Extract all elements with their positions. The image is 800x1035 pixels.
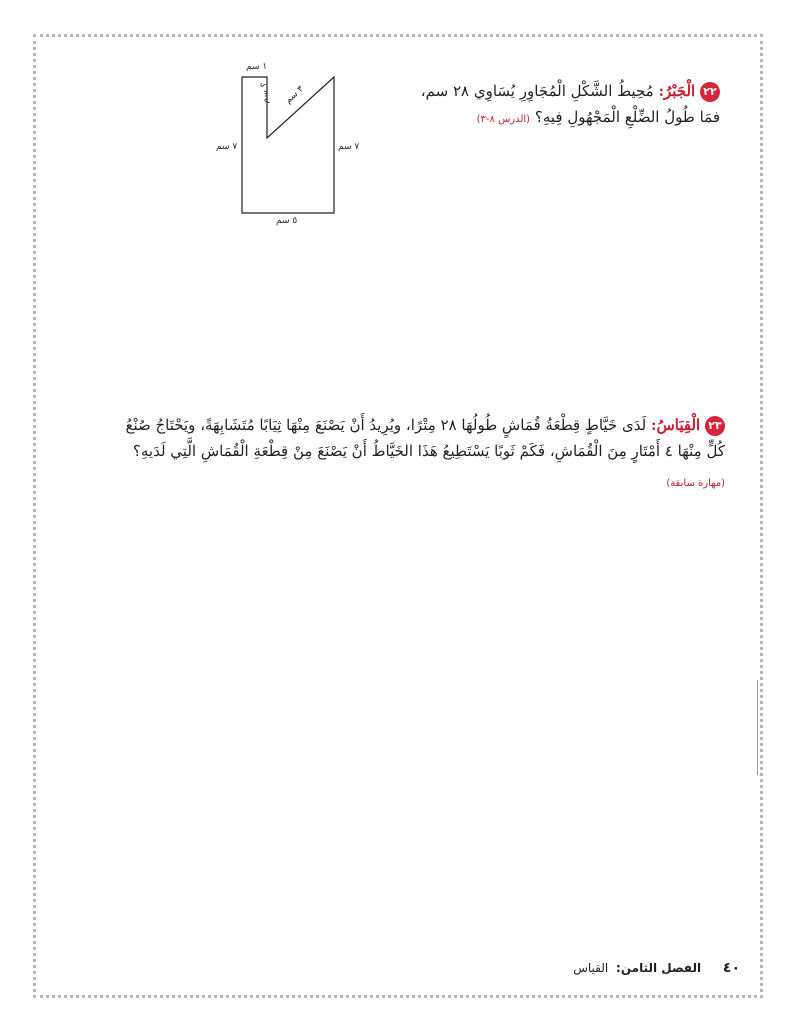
question-22-keyword: الْجَبْرُ: [658, 82, 696, 100]
perimeter-figure [210, 58, 370, 230]
question-22-reference: (الدرس ٨-٣) [476, 114, 531, 125]
question-23 [105, 412, 725, 497]
chapter-title: الفصل الثامن: [616, 961, 702, 975]
section-title: القياس [573, 961, 609, 975]
page-border [33, 34, 763, 998]
figure-label-unknown: ؟ سم [260, 82, 271, 104]
question-23-text-1: لَدَى خَيَّاطٍ قِطْعَةُ قُمَاشٍ طُولُهَا ٢٨ مِتْرًا، ويُرِيدُ أَنْ يَصْنَعَ مِنْهَا ثِيَابًا مُتَشَابِهَةً، ويَحْتَاجُ صُنْعُ [125, 416, 647, 434]
figure-label-bottom: ٥ سم [276, 216, 298, 226]
page-footer [560, 960, 740, 976]
question-22-text-1: مُحِيطُ الشَّكْلِ الْمُجَاوِرِ يُسَاوِي ٢٨ سم، [420, 82, 654, 100]
question-22-text-2: فمَا طُولُ الضِّلْعِ الْمَجْهُولِ فِيهِ؟ [534, 108, 720, 126]
question-23-keyword: الْقِيَاسُ: [650, 416, 701, 434]
figure-label-left: ٧ سم [216, 142, 238, 152]
question-number-22: ٢٢ [700, 82, 720, 102]
question-number-23: ٢٣ [705, 416, 725, 436]
question-22 [380, 78, 720, 133]
question-23-line-2 [105, 438, 725, 464]
page-number: ٤٠ [722, 960, 740, 976]
side-rule [757, 680, 758, 775]
figure-label-inner: ٣ سم [283, 84, 306, 106]
question-23-reference: (مهارة سابقة) [666, 478, 725, 489]
figure-label-top: ١ سم [246, 62, 268, 72]
question-23-line-3 [105, 468, 725, 497]
question-22-line-1 [380, 78, 720, 104]
question-22-line-2 [380, 104, 720, 133]
figure-label-right: ٧ سم [338, 142, 360, 152]
question-23-line-1 [105, 412, 725, 438]
question-23-text-2: كُلٍّ مِنْهَا ٤ أَمْتَارٍ مِنَ الْقُمَاشِ، فَكَمْ ثَوبًا يَسْتَطِيعُ هَذَا الخَيَّاطُ أَنْ يَصْنَعَ مِنْ قِطْعَةِ الْقُمَاشِ الَّتِي لَدَيهِ؟ [132, 442, 725, 460]
